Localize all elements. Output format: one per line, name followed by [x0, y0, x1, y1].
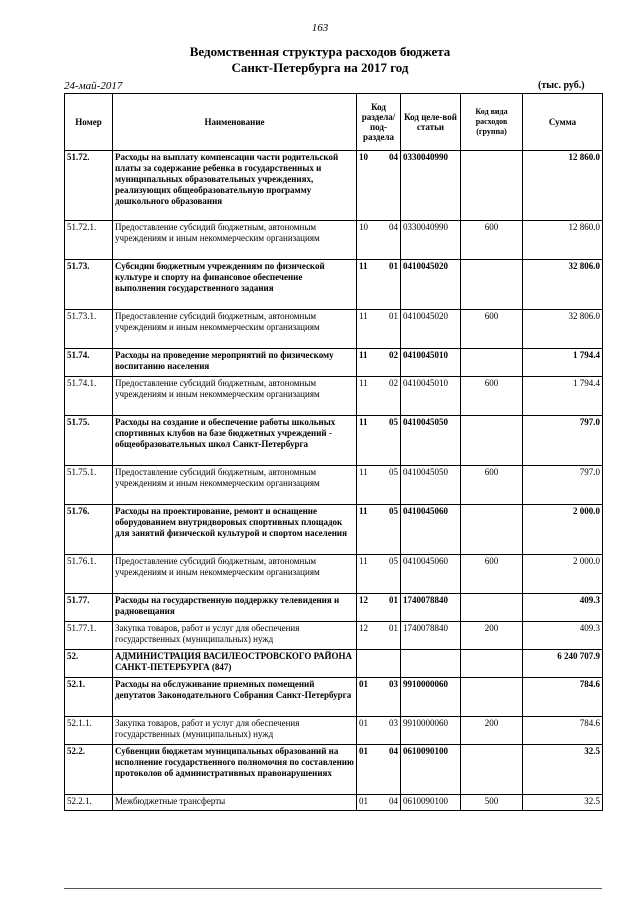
- row-number: 52.1.1.: [65, 717, 113, 745]
- row-subsection-code: 02: [389, 378, 398, 388]
- row-expense-group: [461, 505, 523, 555]
- row-subsection-code: 04: [389, 222, 398, 232]
- row-section: [357, 310, 401, 349]
- row-expense-group: 200: [461, 622, 523, 650]
- row-target-code: 0330040990: [401, 151, 461, 221]
- row-name: Предоставление субсидий бюджетным, автономным учреждениям и иным некоммерческим организациям: [113, 310, 357, 349]
- header-target: Код целе-вой статьи: [401, 94, 461, 151]
- row-target-code: 0410045050: [401, 416, 461, 466]
- row-section: [357, 260, 401, 310]
- row-sum: 784.6: [523, 678, 603, 717]
- row-subsection-code: 05: [389, 506, 398, 516]
- row-expense-group: [461, 349, 523, 377]
- table-row: [65, 650, 603, 678]
- row-sum: 409.3: [523, 594, 603, 622]
- row-name: Расходы на выплату компенсации части родительской платы за содержание ребенка в государственных и муниципальных образовательных учреждениях, реализующих общеобразовательную программу дошкольного образования: [113, 151, 357, 221]
- table-row: [65, 416, 603, 466]
- row-section-code: 11: [359, 261, 368, 271]
- row-sum: 784.6: [523, 717, 603, 745]
- row-expense-group: [461, 151, 523, 221]
- table-row: [65, 377, 603, 416]
- row-target-code: 0410045020: [401, 260, 461, 310]
- row-section: [357, 622, 401, 650]
- page-number: 163: [311, 22, 329, 34]
- row-section: [357, 678, 401, 717]
- table-row: [65, 745, 603, 795]
- row-target-code: 0410045060: [401, 555, 461, 594]
- row-section-code: 11: [359, 417, 368, 427]
- row-section-code: 01: [359, 746, 368, 756]
- row-name: Предоставление субсидий бюджетным, автономным учреждениям и иным некоммерческим организациям: [113, 555, 357, 594]
- row-section: [357, 377, 401, 416]
- units-label: (тыс. руб.): [538, 80, 585, 91]
- table-row: [65, 151, 603, 221]
- table-row: [65, 622, 603, 650]
- bottom-divider: [64, 888, 602, 889]
- row-section: [357, 717, 401, 745]
- row-expense-group: 200: [461, 717, 523, 745]
- row-number: 51.72.: [65, 151, 113, 221]
- row-target-code: 0330040990: [401, 221, 461, 260]
- header-group: Код вида расходов (группа): [461, 94, 523, 151]
- row-section-code: 12: [359, 595, 368, 605]
- row-section-code: 10: [359, 222, 368, 232]
- row-subsection-code: 05: [389, 467, 398, 477]
- row-sum: 1 794.4: [523, 377, 603, 416]
- row-section-code: 01: [359, 796, 368, 806]
- header-number: Номер: [65, 94, 113, 151]
- row-section: [357, 795, 401, 811]
- row-number: 51.75.: [65, 416, 113, 466]
- row-subsection-code: 02: [389, 350, 398, 360]
- header-section: Код раздела/ под-раздела: [357, 94, 401, 151]
- row-sum: 1 794.4: [523, 349, 603, 377]
- table-row: [65, 466, 603, 505]
- row-sum: 12 860.0: [523, 151, 603, 221]
- row-expense-group: [461, 594, 523, 622]
- row-number: 51.77.: [65, 594, 113, 622]
- row-expense-group: [461, 416, 523, 466]
- table-header-row: [65, 94, 603, 151]
- row-number: 51.76.: [65, 505, 113, 555]
- row-sum: 409.3: [523, 622, 603, 650]
- title-line-1: Ведомственная структура расходов бюджета: [189, 44, 451, 59]
- row-sum: 12 860.0: [523, 221, 603, 260]
- row-section: [357, 505, 401, 555]
- row-section-code: 10: [359, 152, 368, 162]
- row-number: 51.77.1.: [65, 622, 113, 650]
- row-target-code: 0410045050: [401, 466, 461, 505]
- table-row: [65, 795, 603, 811]
- row-name: Субвенции бюджетам муниципальных образований на исполнение государственного полномочия по составлению протоколов об административных правонарушениях: [113, 745, 357, 795]
- row-subsection-code: 04: [389, 746, 398, 756]
- row-subsection-code: 05: [389, 556, 398, 566]
- row-section: [357, 416, 401, 466]
- row-number: 51.72.1.: [65, 221, 113, 260]
- row-number: 51.73.: [65, 260, 113, 310]
- row-sum: 2 000.0: [523, 505, 603, 555]
- table-row: [65, 678, 603, 717]
- row-section-code: 11: [359, 378, 368, 388]
- header-sum: Сумма: [523, 94, 603, 151]
- row-expense-group: 600: [461, 377, 523, 416]
- row-section-code: 11: [359, 311, 368, 321]
- row-number: 51.74.1.: [65, 377, 113, 416]
- row-name: Субсидии бюджетным учреждениям по физической культуре и спорту на финансовое обеспечение выполнения государственного задания: [113, 260, 357, 310]
- row-sum: 6 240 707.9: [523, 650, 603, 678]
- row-section-code: 11: [359, 350, 368, 360]
- row-expense-group: [461, 650, 523, 678]
- row-number: 52.2.1.: [65, 795, 113, 811]
- row-name: Закупка товаров, работ и услуг для обеспечения государственных (муниципальных) нужд: [113, 622, 357, 650]
- row-section: [357, 151, 401, 221]
- table-row: [65, 717, 603, 745]
- row-target-code: 9910000060: [401, 678, 461, 717]
- row-sum: 32.5: [523, 745, 603, 795]
- row-section: [357, 594, 401, 622]
- row-subsection-code: 05: [389, 417, 398, 427]
- row-expense-group: [461, 745, 523, 795]
- table-row: [65, 221, 603, 260]
- row-target-code: 0410045020: [401, 310, 461, 349]
- row-number: 51.73.1.: [65, 310, 113, 349]
- row-number: 52.1.: [65, 678, 113, 717]
- row-subsection-code: 04: [389, 796, 398, 806]
- table-row: [65, 505, 603, 555]
- row-name: Расходы на обслуживание приемных помещений депутатов Законодательного Собрания Санкт-Петербурга: [113, 678, 357, 717]
- row-target-code: 9910000060: [401, 717, 461, 745]
- row-name: Межбюджетные трансферты: [113, 795, 357, 811]
- header-name: Наименование: [113, 94, 357, 151]
- row-sum: 32 806.0: [523, 310, 603, 349]
- row-section: [357, 650, 401, 678]
- row-number: 51.75.1.: [65, 466, 113, 505]
- title-line-2: Санкт-Петербурга на 2017 год: [231, 60, 409, 75]
- table-row: [65, 594, 603, 622]
- row-section-code: 01: [359, 718, 368, 728]
- row-name: АДМИНИСТРАЦИЯ ВАСИЛЕОСТРОВСКОГО РАЙОНА САНКТ-ПЕТЕРБУРГА (847): [113, 650, 357, 678]
- table-body: [65, 151, 603, 811]
- table-row: [65, 310, 603, 349]
- row-section: [357, 466, 401, 505]
- row-expense-group: [461, 678, 523, 717]
- row-section-code: 11: [359, 556, 368, 566]
- row-section-code: 11: [359, 506, 368, 516]
- row-name: Закупка товаров, работ и услуг для обеспечения государственных (муниципальных) нужд: [113, 717, 357, 745]
- row-section: [357, 745, 401, 795]
- row-sum: 797.0: [523, 416, 603, 466]
- row-sum: 32 806.0: [523, 260, 603, 310]
- table-row: [65, 260, 603, 310]
- row-section-code: 12: [359, 623, 368, 633]
- row-section: [357, 349, 401, 377]
- row-name: Расходы на создание и обеспечение работы школьных спортивных клубов на базе бюджетных учреждений - общеобразовательных школ Санкт-Петербурга: [113, 416, 357, 466]
- row-target-code: 0410045010: [401, 377, 461, 416]
- row-name: Расходы на проектирование, ремонт и оснащение оборудованием внутридворовых спортивных площадок для занятий физической культурой и спортом населения: [113, 505, 357, 555]
- row-target-code: 0410045010: [401, 349, 461, 377]
- row-target-code: [401, 650, 461, 678]
- row-sum: 797.0: [523, 466, 603, 505]
- row-name: Предоставление субсидий бюджетным, автономным учреждениям и иным некоммерческим организациям: [113, 221, 357, 260]
- table-row: [65, 555, 603, 594]
- row-name: Предоставление субсидий бюджетным, автономным учреждениям и иным некоммерческим организациям: [113, 466, 357, 505]
- budget-table: [64, 93, 603, 811]
- row-target-code: 0410045060: [401, 505, 461, 555]
- row-section-code: 11: [359, 467, 368, 477]
- row-section: [357, 555, 401, 594]
- table-row: [65, 349, 603, 377]
- document-title: [0, 44, 640, 76]
- row-name: Расходы на государственную поддержку телевидения и радиовещания: [113, 594, 357, 622]
- row-name: Предоставление субсидий бюджетным, автономным учреждениям и иным некоммерческим организациям: [113, 377, 357, 416]
- row-section-code: 01: [359, 679, 368, 689]
- row-subsection-code: 01: [389, 623, 398, 633]
- row-subsection-code: 01: [389, 311, 398, 321]
- row-number: 51.74.: [65, 349, 113, 377]
- row-section: [357, 221, 401, 260]
- row-number: 52.: [65, 650, 113, 678]
- row-expense-group: 600: [461, 310, 523, 349]
- row-subsection-code: 01: [389, 595, 398, 605]
- row-number: 51.76.1.: [65, 555, 113, 594]
- row-subsection-code: 03: [389, 718, 398, 728]
- row-subsection-code: 03: [389, 679, 398, 689]
- row-expense-group: 500: [461, 795, 523, 811]
- row-subsection-code: 01: [389, 261, 398, 271]
- row-target-code: 0610090100: [401, 795, 461, 811]
- row-subsection-code: 04: [389, 152, 398, 162]
- row-expense-group: [461, 260, 523, 310]
- row-target-code: 1740078840: [401, 594, 461, 622]
- row-target-code: 1740078840: [401, 622, 461, 650]
- row-sum: 32.5: [523, 795, 603, 811]
- document-date: 24-май-2017: [64, 80, 123, 92]
- row-expense-group: 600: [461, 221, 523, 260]
- row-number: 52.2.: [65, 745, 113, 795]
- row-name: Расходы на проведение мероприятий по физическому воспитанию населения: [113, 349, 357, 377]
- row-target-code: 0610090100: [401, 745, 461, 795]
- row-expense-group: 600: [461, 466, 523, 505]
- row-sum: 2 000.0: [523, 555, 603, 594]
- row-expense-group: 600: [461, 555, 523, 594]
